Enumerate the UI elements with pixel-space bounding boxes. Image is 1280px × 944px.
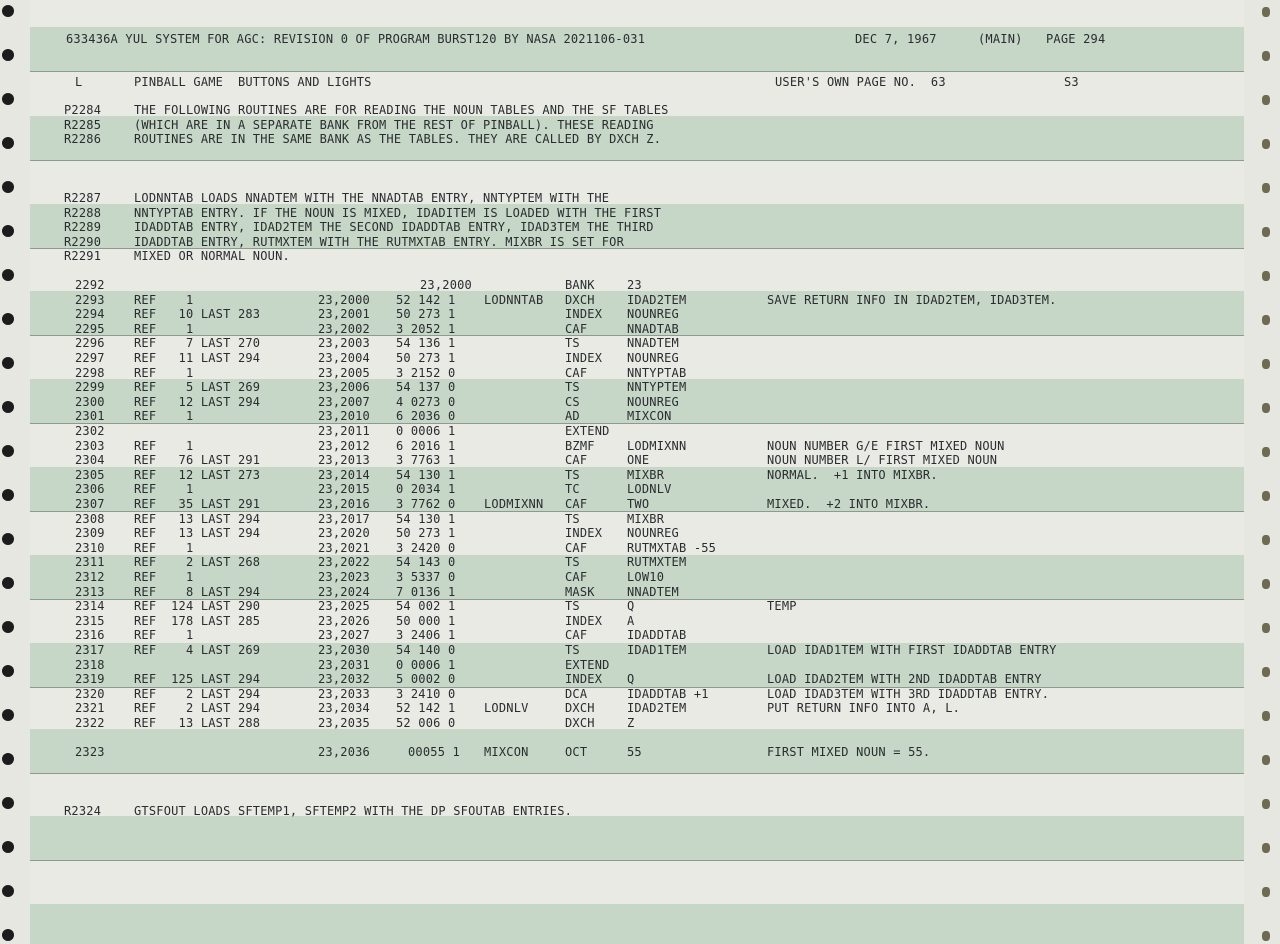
octal-code: 54 130 1 xyxy=(396,467,456,482)
address: 23,2004 xyxy=(318,351,370,365)
address: 23,2011 xyxy=(318,424,370,438)
octal-code: 52 142 1 xyxy=(396,701,456,716)
address: 23,2017 xyxy=(318,511,370,526)
address: 23,2023 xyxy=(318,570,370,584)
code-row xyxy=(0,409,1280,423)
opcode: CAF xyxy=(565,570,588,584)
reference: REF 4 LAST 269 xyxy=(134,643,261,657)
code-row xyxy=(0,643,1280,657)
header-page: PAGE 294 xyxy=(1046,32,1106,46)
band-rule xyxy=(30,71,1244,72)
line-number: 2322 xyxy=(75,716,105,730)
operand: LOW10 xyxy=(627,570,665,584)
address: 23,2030 xyxy=(318,643,370,657)
operand: 55 xyxy=(627,745,642,759)
line-number: R2285 xyxy=(64,117,102,132)
address: 23,2021 xyxy=(318,540,370,555)
reference: REF 2 LAST 294 xyxy=(134,686,261,701)
octal-code: 54 140 0 xyxy=(396,643,456,657)
opcode: CAF xyxy=(565,453,588,468)
address: 23,2025 xyxy=(318,599,370,614)
opcode: INDEX xyxy=(565,526,603,541)
feed-hole xyxy=(2,885,14,897)
comment-line xyxy=(0,118,1280,132)
comment-text: IDADDTAB ENTRY, RUTMXTEM WITH THE RUTMXTAB ENTRY. MIXBR IS SET FOR xyxy=(134,234,625,249)
operand: MIXBR xyxy=(627,511,665,526)
comment: NORMAL. +1 INTO MIXBR. xyxy=(767,467,938,482)
reference: REF 12 LAST 273 xyxy=(134,467,261,482)
opcode: TS xyxy=(565,336,580,351)
octal-code: 3 2420 0 xyxy=(396,540,456,555)
octal-code: 50 273 1 xyxy=(396,526,456,541)
opcode: CS xyxy=(565,394,580,409)
operand: ONE xyxy=(627,453,650,468)
comment: NOUN NUMBER G/E FIRST MIXED NOUN xyxy=(767,438,1005,453)
line-number: 2323 xyxy=(75,745,105,759)
line-number: 2308 xyxy=(75,511,105,526)
code-row xyxy=(0,322,1280,336)
comment-text: NNTYPTAB ENTRY. IF THE NOUN IS MIXED, IDADITEM IS LOADED WITH THE FIRST xyxy=(134,205,662,220)
reference: REF 13 LAST 294 xyxy=(134,526,261,541)
operand: TWO xyxy=(627,497,650,511)
operand: IDAD2TEM xyxy=(627,701,687,716)
code-row xyxy=(0,278,1280,292)
comment-text: IDADDTAB ENTRY, IDAD2TEM THE SECOND IDADDTAB ENTRY, IDAD3TEM THE THIRD xyxy=(134,220,654,235)
opcode: DXCH xyxy=(565,716,595,730)
octal-code: 54 130 1 xyxy=(396,511,456,526)
opcode: CAF xyxy=(565,497,588,511)
line-number: 2294 xyxy=(75,307,105,322)
feed-hole xyxy=(2,5,14,17)
code-row xyxy=(0,570,1280,584)
octal-code: 52 006 0 xyxy=(396,716,456,730)
reference: REF 8 LAST 294 xyxy=(134,584,261,599)
reference: REF 7 LAST 270 xyxy=(134,336,261,351)
opcode: TC xyxy=(565,482,580,497)
comment-line xyxy=(0,103,1280,117)
reference: REF 125 LAST 294 xyxy=(134,672,261,687)
operand: NOUNREG xyxy=(627,351,679,365)
operand: LODNLV xyxy=(627,482,672,497)
subheader-userpage: USER'S OWN PAGE NO. 63 xyxy=(775,75,946,89)
octal-code: 0 2034 1 xyxy=(396,482,456,497)
line-number: 2292 xyxy=(75,278,105,292)
code-row-2323 xyxy=(0,745,1280,759)
label: MIXCON xyxy=(484,745,529,759)
operand: A xyxy=(627,613,635,628)
octal-code: 50 000 1 xyxy=(396,613,456,628)
octal-code: 54 136 1 xyxy=(396,336,456,351)
feed-hole xyxy=(1262,843,1270,853)
octal-code: 6 2036 0 xyxy=(396,409,456,424)
octal-code: 54 137 0 xyxy=(396,380,456,395)
code-row xyxy=(0,555,1280,569)
reference: REF 13 LAST 288 xyxy=(134,716,261,730)
line-number: 2299 xyxy=(75,380,105,395)
line-number: 2313 xyxy=(75,584,105,599)
opcode: DXCH xyxy=(565,292,595,307)
address: 23,2027 xyxy=(318,628,370,643)
address: 23,2007 xyxy=(318,394,370,409)
line-number: R2290 xyxy=(64,234,102,249)
code-row xyxy=(0,366,1280,380)
code-row xyxy=(0,716,1280,730)
reference: REF 1 xyxy=(134,321,194,336)
line-number: 2298 xyxy=(75,365,105,380)
reference: REF 1 xyxy=(134,292,194,307)
line-number: 2314 xyxy=(75,599,105,614)
comment: SAVE RETURN INFO IN IDAD2TEM, IDAD3TEM. xyxy=(767,292,1057,307)
operand: 23 xyxy=(627,278,642,292)
reference: REF 35 LAST 291 xyxy=(134,497,261,511)
subheader-title: PINBALL GAME BUTTONS AND LIGHTS xyxy=(134,75,372,89)
opcode: BANK xyxy=(565,278,595,292)
comment-text: MIXED OR NORMAL NOUN. xyxy=(134,249,290,264)
octal-code: 7 0136 1 xyxy=(396,584,456,599)
code-row xyxy=(0,351,1280,365)
octal-code: 3 2406 1 xyxy=(396,628,456,643)
code-row xyxy=(0,380,1280,394)
code-row xyxy=(0,395,1280,409)
operand: NNTYPTEM xyxy=(627,380,687,395)
comment: LOAD IDAD3TEM WITH 3RD IDADDTAB ENTRY. xyxy=(767,686,1050,701)
reference: REF 11 LAST 294 xyxy=(134,351,261,365)
address: 23,2026 xyxy=(318,613,370,628)
octal-code: 3 2052 1 xyxy=(396,321,456,336)
header-title: 633436A YUL SYSTEM FOR AGC: REVISION 0 OF PROGRAM BURST120 BY NASA 2021106-031 xyxy=(66,32,646,46)
line-number: R2287 xyxy=(64,191,102,205)
operand: RUTMXTEM xyxy=(627,555,687,570)
line-number: 2293 xyxy=(75,292,105,307)
operand: NNTYPTAB xyxy=(627,365,687,380)
sub-header xyxy=(0,75,1280,89)
comment-text: GTSFOUT LOADS SFTEMP1, SFTEMP2 WITH THE DP SFOUTAB ENTRIES. xyxy=(134,804,573,818)
comment: NOUN NUMBER L/ FIRST MIXED NOUN xyxy=(767,453,998,468)
address: 23,2016 xyxy=(318,497,370,511)
line-number: 2302 xyxy=(75,424,105,438)
octal-code: 50 273 1 xyxy=(396,351,456,365)
line-number: 2309 xyxy=(75,526,105,541)
comment-line xyxy=(0,249,1280,263)
band xyxy=(30,904,1244,944)
operand: MIXCON xyxy=(627,409,672,424)
opcode: TS xyxy=(565,467,580,482)
code-row xyxy=(0,687,1280,701)
comment-line xyxy=(0,220,1280,234)
address: 23,2033 xyxy=(318,686,370,701)
reference: REF 10 LAST 283 xyxy=(134,307,261,322)
line-number: 2301 xyxy=(75,409,105,424)
opcode: INDEX xyxy=(565,613,603,628)
code-row xyxy=(0,424,1280,438)
address: 23,2012 xyxy=(318,438,370,453)
octal-code: 3 2152 0 xyxy=(396,365,456,380)
octal-code: 00055 1 xyxy=(408,745,460,759)
feed-hole xyxy=(1262,51,1270,61)
band-rule xyxy=(30,160,1244,161)
feed-hole xyxy=(1262,7,1270,17)
address: 23,2006 xyxy=(318,380,370,395)
operand: NOUNREG xyxy=(627,307,679,322)
operand: NOUNREG xyxy=(627,526,679,541)
comment-line-2324 xyxy=(0,804,1280,818)
line-number: 2320 xyxy=(75,686,105,701)
address: 23,2024 xyxy=(318,584,370,599)
opcode: INDEX xyxy=(565,307,603,322)
reference: REF 124 LAST 290 xyxy=(134,599,261,614)
octal-code: 6 2016 1 xyxy=(396,438,456,453)
reference: REF 76 LAST 291 xyxy=(134,453,261,468)
line-number: 2321 xyxy=(75,701,105,716)
octal-code: 5 0002 0 xyxy=(396,672,456,687)
opcode: DCA xyxy=(565,686,588,701)
octal-code: 23,2000 xyxy=(420,278,472,292)
opcode: CAF xyxy=(565,321,588,336)
reference: REF 1 xyxy=(134,438,194,453)
code-row xyxy=(0,526,1280,540)
octal-code: 3 7763 1 xyxy=(396,453,456,468)
feed-hole xyxy=(1262,887,1270,897)
octal-code: 3 7762 0 xyxy=(396,497,456,511)
comment-text: ROUTINES ARE IN THE SAME BANK AS THE TABLES. THEY ARE CALLED BY DXCH Z. xyxy=(134,132,662,147)
code-row xyxy=(0,658,1280,672)
operand: Q xyxy=(627,672,635,687)
address: 23,2032 xyxy=(318,672,370,687)
address: 23,2020 xyxy=(318,526,370,541)
opcode: TS xyxy=(565,380,580,395)
line-number: R2291 xyxy=(64,249,102,264)
comment-line xyxy=(0,132,1280,146)
address: 23,2036 xyxy=(318,745,370,759)
opcode: CAF xyxy=(565,628,588,643)
subheader-code: S3 xyxy=(1064,75,1079,89)
opcode: TS xyxy=(565,599,580,614)
line-number: 2303 xyxy=(75,438,105,453)
operand: NOUNREG xyxy=(627,394,679,409)
comment-line xyxy=(0,235,1280,249)
code-row xyxy=(0,336,1280,350)
code-row xyxy=(0,468,1280,482)
operand: IDADDTAB xyxy=(627,628,687,643)
line-number: 2312 xyxy=(75,570,105,584)
opcode: TS xyxy=(565,511,580,526)
octal-code: 3 5337 0 xyxy=(396,570,456,584)
octal-code: 4 0273 0 xyxy=(396,394,456,409)
address: 23,2005 xyxy=(318,365,370,380)
opcode: INDEX xyxy=(565,351,603,365)
reference: REF 1 xyxy=(134,570,194,584)
opcode: AD xyxy=(565,409,580,424)
opcode: EXTEND xyxy=(565,657,610,672)
comment: LOAD IDAD1TEM WITH FIRST IDADDTAB ENTRY xyxy=(767,643,1057,657)
address: 23,2001 xyxy=(318,307,370,322)
line-number: 2316 xyxy=(75,628,105,643)
page-header xyxy=(0,32,1280,46)
octal-code: 54 143 0 xyxy=(396,555,456,570)
operand: MIXBR xyxy=(627,467,665,482)
comment-text: (WHICH ARE IN A SEPARATE BANK FROM THE REST OF PINBALL). THESE READING xyxy=(134,117,654,132)
code-row xyxy=(0,293,1280,307)
label: LODMIXNN xyxy=(484,497,544,511)
reference: REF 1 xyxy=(134,540,194,555)
code-row xyxy=(0,701,1280,715)
operand: LODMIXNN xyxy=(627,438,687,453)
address: 23,2022 xyxy=(318,555,370,570)
opcode: EXTEND xyxy=(565,424,610,438)
reference: REF 1 xyxy=(134,628,194,643)
reference: REF 178 LAST 285 xyxy=(134,613,261,628)
octal-code: 0 0006 1 xyxy=(396,657,456,672)
reference: REF 1 xyxy=(134,409,194,424)
opcode: OCT xyxy=(565,745,588,759)
octal-code: 0 0006 1 xyxy=(396,424,456,438)
code-row xyxy=(0,599,1280,613)
header-main: (MAIN) xyxy=(978,32,1023,46)
code-row xyxy=(0,497,1280,511)
address: 23,2014 xyxy=(318,467,370,482)
line-number: 2305 xyxy=(75,467,105,482)
address: 23,2015 xyxy=(318,482,370,497)
address: 23,2003 xyxy=(318,336,370,351)
code-row xyxy=(0,439,1280,453)
comment: MIXED. +2 INTO MIXBR. xyxy=(767,497,931,511)
line-number: 2306 xyxy=(75,482,105,497)
code-row xyxy=(0,672,1280,686)
feed-hole xyxy=(2,929,14,941)
line-number: 2295 xyxy=(75,321,105,336)
line-number: R2324 xyxy=(64,804,102,818)
code-row xyxy=(0,307,1280,321)
line-number: 2315 xyxy=(75,613,105,628)
opcode: MASK xyxy=(565,584,595,599)
label: LODNNTAB xyxy=(484,292,544,307)
comment-text: LODNNTAB LOADS NNADTEM WITH THE NNADTAB ENTRY, NNTYPTEM WITH THE xyxy=(134,191,610,205)
line-number: R2289 xyxy=(64,220,102,235)
code-row xyxy=(0,585,1280,599)
line-number: 2307 xyxy=(75,497,105,511)
code-row xyxy=(0,512,1280,526)
code-row xyxy=(0,453,1280,467)
subheader-tag: L xyxy=(75,75,83,89)
line-number: 2297 xyxy=(75,351,105,365)
address: 23,2010 xyxy=(318,409,370,424)
operand: Z xyxy=(627,716,635,730)
reference: REF 2 LAST 294 xyxy=(134,701,261,716)
code-row xyxy=(0,614,1280,628)
comment-line xyxy=(0,191,1280,205)
opcode: DXCH xyxy=(565,701,595,716)
opcode: CAF xyxy=(565,365,588,380)
comment-text: THE FOLLOWING ROUTINES ARE FOR READING THE NOUN TABLES AND THE SF TABLES xyxy=(134,103,669,117)
octal-code: 52 142 1 xyxy=(396,292,456,307)
opcode: CAF xyxy=(565,540,588,555)
opcode: TS xyxy=(565,555,580,570)
comment: PUT RETURN INFO INTO A, L. xyxy=(767,701,961,716)
header-date: DEC 7, 1967 xyxy=(855,32,937,46)
octal-code: 50 273 1 xyxy=(396,307,456,322)
reference: REF 1 xyxy=(134,482,194,497)
feed-hole xyxy=(1262,931,1270,941)
address: 23,2000 xyxy=(318,292,370,307)
line-number: R2286 xyxy=(64,132,102,147)
code-row xyxy=(0,541,1280,555)
label: LODNLV xyxy=(484,701,529,716)
band xyxy=(30,816,1244,860)
line-number: P2284 xyxy=(64,103,102,117)
comment: FIRST MIXED NOUN = 55. xyxy=(767,745,931,759)
octal-code: 54 002 1 xyxy=(396,599,456,614)
reference: REF 13 LAST 294 xyxy=(134,511,261,526)
line-number: 2317 xyxy=(75,643,105,657)
line-number: 2300 xyxy=(75,394,105,409)
operand: Q xyxy=(627,599,635,614)
address: 23,2002 xyxy=(318,321,370,336)
operand: RUTMXTAB -55 xyxy=(627,540,717,555)
operand: IDAD2TEM xyxy=(627,292,687,307)
line-number: 2296 xyxy=(75,336,105,351)
opcode: INDEX xyxy=(565,672,603,687)
reference: REF 2 LAST 268 xyxy=(134,555,261,570)
comment: LOAD IDAD2TEM WITH 2ND IDADDTAB ENTRY xyxy=(767,672,1042,687)
line-number: 2311 xyxy=(75,555,105,570)
comment: TEMP xyxy=(767,599,797,614)
octal-code: 3 2410 0 xyxy=(396,686,456,701)
band-rule xyxy=(30,860,1244,861)
line-number: R2288 xyxy=(64,205,102,220)
operand: IDADDTAB +1 xyxy=(627,686,709,701)
opcode: BZMF xyxy=(565,438,595,453)
comment-line xyxy=(0,206,1280,220)
opcode: TS xyxy=(565,643,580,657)
operand: NNADTAB xyxy=(627,321,679,336)
address: 23,2031 xyxy=(318,657,370,672)
reference: REF 12 LAST 294 xyxy=(134,394,261,409)
band-rule xyxy=(30,773,1244,774)
line-number: 2319 xyxy=(75,672,105,687)
address: 23,2013 xyxy=(318,453,370,468)
line-number: 2318 xyxy=(75,657,105,672)
reference: REF 1 xyxy=(134,365,194,380)
operand: IDAD1TEM xyxy=(627,643,687,657)
code-row xyxy=(0,628,1280,642)
operand: NNADTEM xyxy=(627,584,679,599)
operand: NNADTEM xyxy=(627,336,679,351)
code-row xyxy=(0,482,1280,496)
address: 23,2035 xyxy=(318,716,370,730)
line-number: 2304 xyxy=(75,453,105,468)
line-number: 2310 xyxy=(75,540,105,555)
address: 23,2034 xyxy=(318,701,370,716)
reference: REF 5 LAST 269 xyxy=(134,380,261,395)
